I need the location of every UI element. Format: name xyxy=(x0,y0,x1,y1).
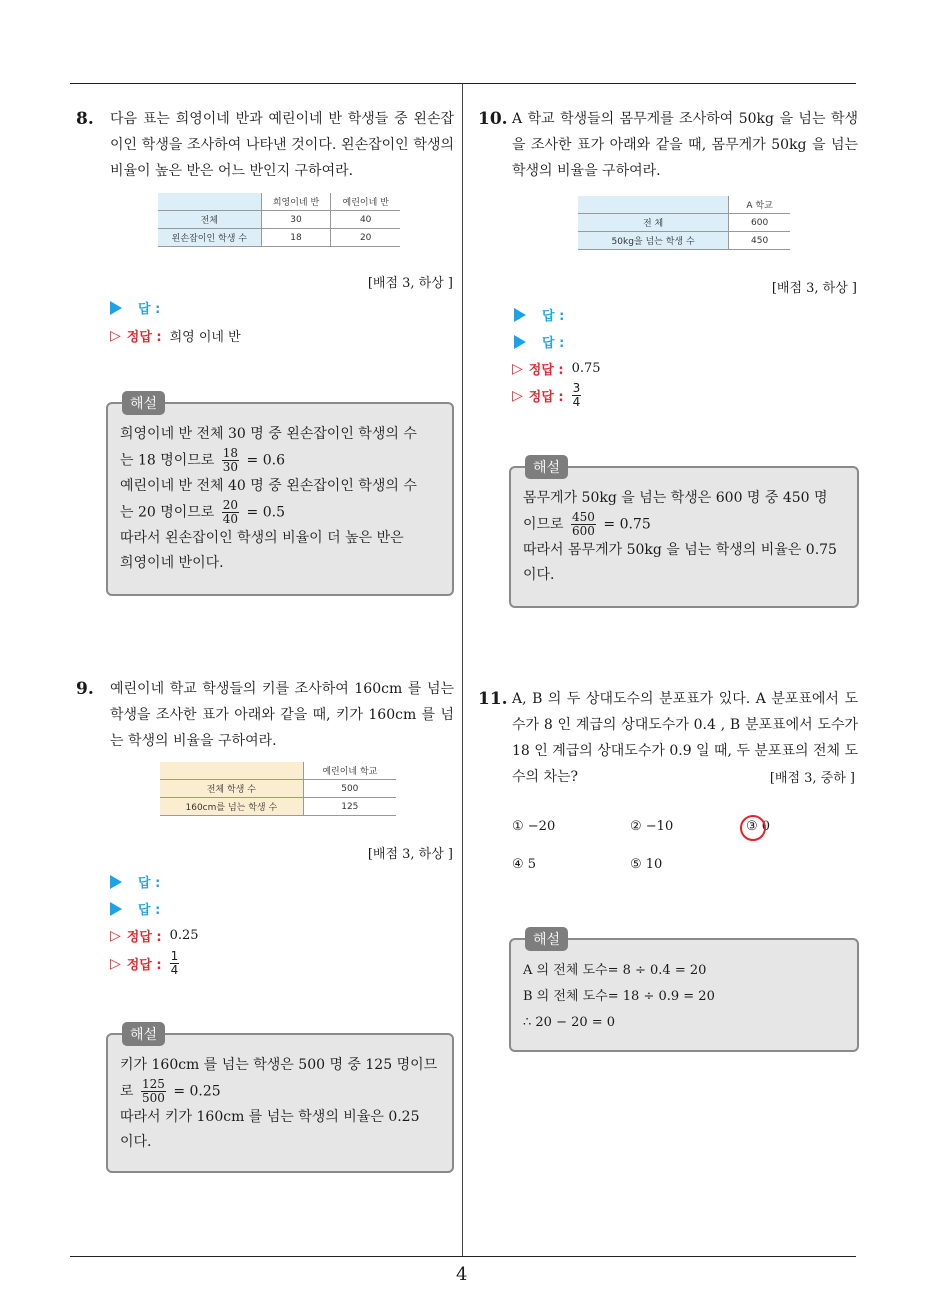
table-cell: 20 xyxy=(331,229,400,247)
explanation-text: 이므로 xyxy=(523,516,564,533)
answer-label: 답 : xyxy=(138,903,161,918)
question-text: A 학교 학생들의 몸무게를 조사하여 50kg 을 넘는 학생을 조사한 표가 아래와 같을 때, 몸무게가 50kg 을 넘는 학생의 비율을 구하여라. xyxy=(512,111,858,179)
explanation-text: 는 20 명이므로 xyxy=(120,504,215,521)
question-number: 8. xyxy=(76,109,94,129)
q10-explanation-box xyxy=(509,460,859,608)
table-cell xyxy=(578,196,729,214)
explanation-line xyxy=(120,1078,440,1105)
outline-triangle-icon: ▷ xyxy=(110,955,121,972)
explanation-text: 는 18 명이므로 xyxy=(120,452,215,469)
table-cell: 40 xyxy=(331,211,400,229)
explanation-line: 희영이네 반 전체 30 명 중 왼손잡이인 학생의 수 xyxy=(120,426,417,442)
numerator: 125 xyxy=(141,1077,165,1091)
q11-explanation-box xyxy=(509,932,859,1052)
explanation-line: A 의 전체 도수= 8 ÷ 0.4 = 20 xyxy=(523,963,707,978)
question-text: 예린이네 학교 학생들의 키를 조사하여 160cm 를 넘는 학생을 조사한 표가 아래와 같을 때, 키가 160cm 를 넘는 학생의 비율을 구하여라. xyxy=(110,681,454,749)
explanation-tag: 해설 xyxy=(525,927,568,951)
explanation-line: 희영이네 반이다. xyxy=(120,555,224,571)
fraction xyxy=(222,499,239,526)
correct-label: 정답 : xyxy=(126,958,162,973)
question-10 xyxy=(478,106,858,184)
answer-label: 답 : xyxy=(542,309,565,324)
table-row-label: 50kg을 넘는 학생 수 xyxy=(578,232,729,250)
q11-choices xyxy=(512,819,812,879)
q10-correct-row-1 xyxy=(512,359,601,378)
filled-triangle-icon xyxy=(514,308,526,322)
denominator: 40 xyxy=(222,512,239,526)
numerator: 18 xyxy=(222,446,239,460)
explanation-tag: 해설 xyxy=(122,1022,165,1046)
question-9 xyxy=(76,676,454,754)
choice-1[interactable]: ① −20 xyxy=(512,819,556,834)
correct-fraction xyxy=(170,950,180,977)
correct-label: 정답 : xyxy=(528,390,564,405)
denominator: 600 xyxy=(572,524,595,538)
explanation-line: 이다. xyxy=(120,1134,152,1150)
table-row-label: 왼손잡이인 학생 수 xyxy=(158,229,261,247)
correct-label: 정답 : xyxy=(528,363,564,378)
answer-label: 답 : xyxy=(138,302,161,317)
q9-answer-row-1 xyxy=(110,872,160,891)
explanation-line: 따라서 키가 160cm 를 넘는 학생의 비율은 0.25 xyxy=(120,1109,420,1125)
table-cell xyxy=(160,762,303,780)
denominator: 500 xyxy=(141,1091,165,1105)
page-number: 4 xyxy=(456,1264,468,1285)
question-text: 다음 표는 희영이네 반과 예린이네 반 학생들 중 왼손잡이인 학생을 조사하여 나타낸 것이다. 왼손잡이인 학생의 비율이 높은 반은 어느 반인지 구하여라. xyxy=(110,111,454,179)
filled-triangle-icon xyxy=(110,301,122,315)
numerator: 3 xyxy=(572,381,581,395)
q10-table xyxy=(578,196,790,250)
explanation-line: 몸무게가 50kg 을 넘는 학생은 600 명 중 450 명 xyxy=(523,490,828,506)
explanation-text: = 0.5 xyxy=(246,504,285,521)
correct-label: 정답 : xyxy=(126,330,162,345)
table-cell: 18 xyxy=(261,229,331,247)
outline-triangle-icon: ▷ xyxy=(512,387,523,404)
table-row-label: 전체 학생 수 xyxy=(160,780,303,798)
explanation-tag: 해설 xyxy=(122,391,165,415)
question-text: A, B 의 두 상대도수의 분포표가 있다. A 분포표에서 도수가 8 인 계급의 상대도수가 0.4 , B 분포표에서 도수가 18 인 계급의 상대도수가 0.9 일 때, 두 분포표의 전체 도수의 차는? xyxy=(512,691,858,785)
outline-triangle-icon: ▷ xyxy=(110,327,121,344)
filled-triangle-icon xyxy=(110,902,122,916)
explanation-text: = 0.6 xyxy=(246,452,285,469)
outline-triangle-icon: ▷ xyxy=(512,360,523,377)
fraction xyxy=(571,511,596,538)
question-8 xyxy=(76,106,454,184)
explanation-line: 키가 160cm 를 넘는 학생은 500 명 중 125 명이므 xyxy=(120,1057,438,1073)
correct-label: 정답 : xyxy=(126,930,162,945)
q11-meta: [배점 3, 중하 ] xyxy=(769,771,855,786)
q9-meta: [배점 3, 하상 ] xyxy=(367,847,453,862)
explanation-line xyxy=(523,511,845,538)
q8-correct-row xyxy=(110,326,241,345)
choice-5[interactable]: ⑤ 10 xyxy=(630,857,663,872)
table-cell: 450 xyxy=(729,232,790,250)
q8-answer-row xyxy=(110,298,160,317)
answer-label: 답 : xyxy=(542,336,565,351)
numerator: 450 xyxy=(572,510,595,524)
question-number: 10. xyxy=(478,109,508,129)
choice-4[interactable]: ④ 5 xyxy=(512,857,537,872)
correct-fraction xyxy=(572,382,582,409)
top-rule xyxy=(70,83,856,84)
explanation-text: = 0.75 xyxy=(603,516,651,533)
explanation-line xyxy=(120,499,440,526)
correct-value: 희영 이네 반 xyxy=(169,330,241,345)
q8-table xyxy=(158,193,400,247)
table-cell: 30 xyxy=(261,211,331,229)
q9-answer-row-2 xyxy=(110,899,160,918)
table-row-label: 160cm를 넘는 학생 수 xyxy=(160,798,303,816)
column-divider xyxy=(462,84,463,1256)
q8-meta: [배점 3, 하상 ] xyxy=(367,276,453,291)
explanation-line: 예린이네 반 전체 40 명 중 왼손잡이인 학생의 수 xyxy=(120,478,417,494)
q10-meta: [배점 3, 하상 ] xyxy=(771,281,857,296)
table-cell xyxy=(158,193,261,211)
table-header: 희영이네 반 xyxy=(261,193,331,211)
explanation-tag: 해설 xyxy=(525,455,568,479)
explanation-text: = 0.25 xyxy=(173,1083,221,1100)
table-header: 예린이네 반 xyxy=(331,193,400,211)
question-number: 11. xyxy=(478,689,508,709)
q9-table xyxy=(160,762,396,816)
q9-correct-row-1 xyxy=(110,926,199,945)
fraction xyxy=(141,1078,166,1105)
q10-answer-row-1 xyxy=(514,305,564,324)
correct-value: 0.25 xyxy=(169,928,199,943)
table-cell: 600 xyxy=(729,214,790,232)
q10-answer-row-2 xyxy=(514,332,564,351)
choice-3-label: ③ 0 xyxy=(746,819,771,834)
numerator: 1 xyxy=(170,949,179,963)
filled-triangle-icon xyxy=(514,335,526,349)
bottom-rule xyxy=(70,1256,856,1257)
question-number: 9. xyxy=(76,679,94,699)
explanation-line: 따라서 왼손잡이인 학생의 비율이 더 높은 반은 xyxy=(120,530,404,546)
selected-circle-icon xyxy=(740,815,766,841)
table-row-label: 전체 xyxy=(158,211,261,229)
filled-triangle-icon xyxy=(110,875,122,889)
table-row-label: 전 체 xyxy=(578,214,729,232)
explanation-line xyxy=(120,447,440,474)
explanation-line: B 의 전체 도수= 18 ÷ 0.9 = 20 xyxy=(523,989,715,1004)
choice-2[interactable]: ② −10 xyxy=(630,819,674,834)
explanation-line: 이다. xyxy=(523,567,555,583)
explanation-text: 로 xyxy=(120,1083,134,1100)
denominator: 4 xyxy=(170,963,179,977)
table-header: 예린이네 학교 xyxy=(303,762,396,780)
q10-correct-row-2 xyxy=(512,382,584,409)
table-header: A 학교 xyxy=(729,196,790,214)
outline-triangle-icon: ▷ xyxy=(110,927,121,944)
numerator: 20 xyxy=(222,498,239,512)
answer-label: 답 : xyxy=(138,876,161,891)
explanation-line: 따라서 몸무게가 50kg 을 넘는 학생의 비율은 0.75 xyxy=(523,542,837,558)
table-cell: 500 xyxy=(303,780,396,798)
q9-explanation-box xyxy=(106,1027,454,1173)
table-cell: 125 xyxy=(303,798,396,816)
q9-correct-row-2 xyxy=(110,950,182,977)
denominator: 30 xyxy=(222,460,239,474)
q8-explanation-box xyxy=(106,396,454,596)
explanation-line: ∴ 20 − 20 = 0 xyxy=(523,1015,616,1030)
choice-3[interactable] xyxy=(746,819,770,834)
fraction xyxy=(222,447,239,474)
correct-value: 0.75 xyxy=(571,361,601,376)
denominator: 4 xyxy=(572,395,581,409)
